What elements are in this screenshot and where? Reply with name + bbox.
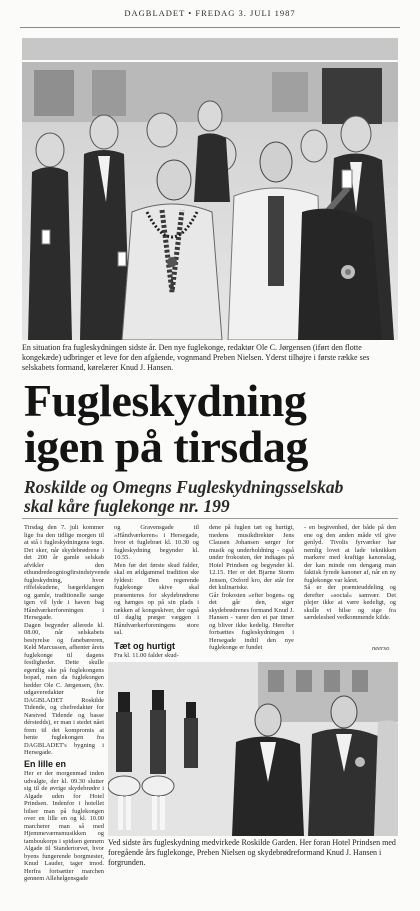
col4-paragraph-b: Så er der præmieuddeling og derefter »social« samvær. Det plejer ikke at være kedeligt, og skulle vi hilse og sige fra særdeleshed vedkommende kilde. xyxy=(304,584,396,621)
bottom-photo-caption: Ved sidste års fugleskydning medvirkede Roskilde Garden. Her foran Hotel Prindsen med foregående års fuglekonge, Preben Nielsen og skydebrødreformand Knud J. Hansen i forgrunden. xyxy=(108,838,396,867)
group-photo xyxy=(22,62,398,340)
article-column-2 xyxy=(114,524,199,637)
procession-photo-illustration xyxy=(108,662,398,836)
col2-paragraph-b: Men før det første skud falder, skal en ældgammel tradition ske fyldest: Den regerende fuglekonge skive skal præsenteres for skydebrødrene og hænges op på sin plads i rækken af kongeskiver, der også til daglig præger væggen i Håndværkerforeningens store sal. xyxy=(114,561,199,636)
top-photo-caption: En situation fra fugleskydningen sidste år. Den nye fuglekonge, redaktør Ole C. Jørgensen (iført den flotte kongekæde) udbringer et leve for den afgående, vognmand Preben Nielsen. Yderst tilhøjre i første række ses selskabets formand, kørelærer Knud J. Hansen. xyxy=(22,343,370,372)
col3-paragraph-a: dene på fuglen tæt og hurtigt, medens musikdirektør Jens Clausen Johansen sørger for musik og underholdning - også under frokosten, der indtages på Hotel Prindsen og begynder kl. 12.15. Her er det Bjarne Storm Jensen, Oxford kro, der står for det kulinariske. xyxy=(209,524,294,591)
article-column-3 xyxy=(209,524,294,652)
headline-line-2: igen på tirsdag xyxy=(24,421,308,472)
col1-subheading: En lille en xyxy=(24,759,67,769)
article-column-1-lower xyxy=(24,757,104,883)
section-rule xyxy=(22,518,398,519)
col3-paragraph-b: Går frokosten »efter bogen« og det går den, siger skydebrødrenes formand Knud J. Hansen - varer den et par timer og bliver ikke kedelig. Herefter fortsættes fugleskydningen i Hersegade indtil den nye fuglekonge er fundet xyxy=(209,591,294,651)
col2-paragraph-c: Fra kl. 11.00 falder skud- xyxy=(114,652,179,659)
col2-subheading: Tæt og hurtigt xyxy=(114,641,175,651)
col1-paragraph-b: Dagen begynder allerede kl. 08.00, når selskabets bestyrelse og fanebæreren, Keld Marcussen, afhenter årets fuglekonge til dagens festligheder. Dette skulle egentlig ske på fuglekongens bopæl, men da fuglekongen hedder Ole C. Jørgensen, (hv. udgaveredaktør for DAGBLADET Roskilde Tidende, og chefredaktør for Næstved Tidende og basse dérstedds), er man i stedet nået frem til det kompromis at hente fuglekongen fra DAGBLADET's bygning i Hersegade. xyxy=(24,621,104,756)
top-gray-band xyxy=(22,38,398,60)
procession-photo xyxy=(108,662,398,836)
col1-paragraph-c: Her er der morgenmad inden udvalgte, der kl. 09.30 slutter sig til de øvrige skydebrødre i Algade uden for Hotel Prindsen. Indenfor i hotellet hilser man på fuglekongen over en lille en og kl. 10.00 marcherer man så med Hjemmeværnsmusikken og tamboukorps i spidsen gennem Algade til Standertorvet, hvor byens fungerende borgmester, Knud Lauder, tager imod. Herfra fortsætter marchen gennem Allehelgensgade xyxy=(24,770,104,882)
subheadline-line-1: Roskilde og Omegns Fugleskydningsselskab xyxy=(24,477,344,497)
subheadline-line-2: skal kåre fuglekonge nr. 199 xyxy=(24,496,230,516)
article-column-1 xyxy=(24,524,110,757)
col2-paragraph-a: og Gravensgade til »Håndværkeren« i Hersegade, hvor et fuglebræt kl. 10.30 og fugleskydning begynder kl. 10.55. xyxy=(114,524,199,561)
masthead: DAGBLADET • FREDAG 3. JULI 1987 xyxy=(124,8,296,18)
col4-paragraph-a: - en begivenhed, der både på den ene og den anden måde vil give genlyd. Tivolis fyrværker har nemlig lovet at lade teknikken markere med kraftige kanonslag, der kan minde om dengang man faktisk fyrede kanoner af, når en ny fuglekonge var kåret. xyxy=(304,524,396,584)
masthead-rule xyxy=(20,27,400,28)
headline xyxy=(24,375,400,472)
article-column-4 xyxy=(304,524,396,622)
headline-line-1: Fugleskydning xyxy=(24,375,307,426)
col1-paragraph-intro: Tirsdag den 7. juli kommer lige fra den tidlige morgen til at stå i fugleskydningens tegn. Det sker, når skydebrødrene i det 200 år gamle selskab afvikler den ethundredeogniogfirsindstyvende fugleskydning, hvor riffelskudene, bægerklangen og gamle, traditionelle sange igen vil lyde i haven bag Håndværkerforeningen i Hersegade. xyxy=(24,524,110,621)
byline: neerso xyxy=(372,645,390,652)
group-photo-illustration xyxy=(22,62,398,340)
subheadline xyxy=(24,478,400,516)
